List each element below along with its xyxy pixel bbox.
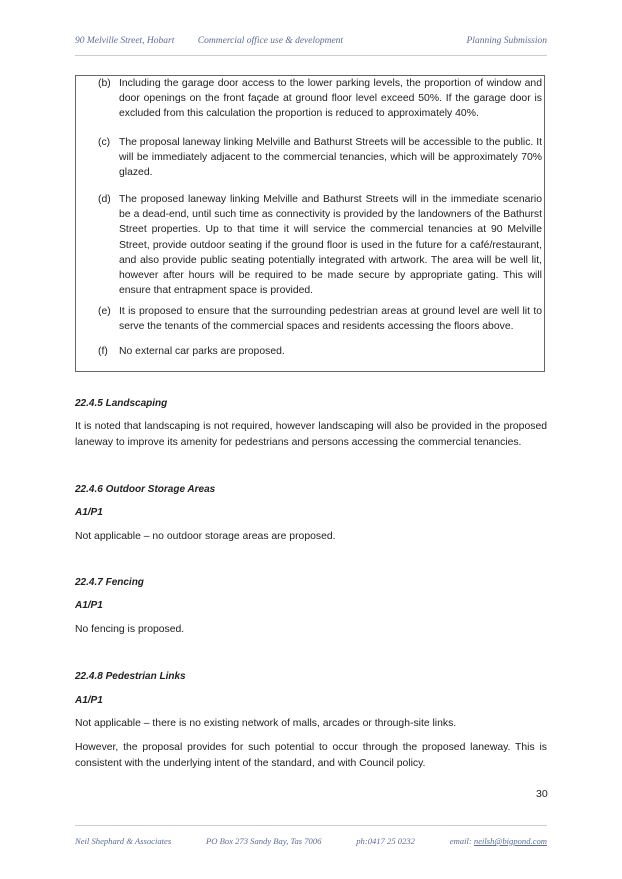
item-label: (f) (98, 346, 108, 357)
storage-subheading: A1/P1 (75, 507, 103, 518)
fencing-subheading: A1/P1 (75, 600, 103, 611)
pedestrian-text-2: However, the proposal provides for such potential to occur through the proposed laneway. This is consistent with the underlying intent of the standard, and with Council policy. (75, 742, 547, 769)
footer-company: Neil Shephard & Associates (75, 836, 172, 846)
page-header (75, 36, 547, 56)
header-address: 90 Melville Street, Hobart (75, 36, 175, 46)
item-label: (d) (98, 194, 111, 205)
item-text: The proposed laneway linking Melville and Bathurst Streets will in the immediate scenario be a dead-end, until such time as connectivity is provided by the landowners of the Bathurst Street properties. Up to that time it will service the commercial tenancies at 90 Melville Street, provide outdoor seating if the ground floor is used in the future for a café/restaurant, and also provide public seating potentially integrated with artwork. The area will be well lit, however after hours will be required to be made secure by appropriate gating. This will ensure that entrapment space is provided. (119, 194, 542, 297)
section-heading-landscaping: 22.4.5 Landscaping (75, 398, 168, 409)
list-item (98, 135, 542, 181)
pedestrian-subheading: A1/P1 (75, 695, 103, 706)
item-label: (e) (98, 306, 111, 317)
item-text: Including the garage door access to the lower parking levels, the proportion of window and door openings on the front façade at ground floor level exceed 50%. If the garage door is excluded from this calculation the proportion is reduced to approximately 40%. (119, 78, 542, 120)
section-heading-storage: 22.4.6 Outdoor Storage Areas (75, 484, 216, 495)
header-doc-type: Planning Submission (466, 36, 547, 46)
item-text: It is proposed to ensure that the surrounding pedestrian areas at ground level are well lit to serve the tenants of the commercial spaces and residents accessing the floors above. (119, 306, 542, 333)
item-text: No external car parks are proposed. (119, 346, 285, 357)
fencing-text: No fencing is proposed. (75, 624, 185, 635)
header-project: Commercial office use & development (197, 36, 344, 46)
storage-text: Not applicable – no outdoor storage areas are proposed. (75, 531, 336, 542)
footer-address: PO Box 273 Sandy Bay, Tas 7006 (206, 836, 322, 846)
list-item (98, 76, 542, 122)
list-item (98, 192, 542, 298)
footer-email-link[interactable]: neilsh@bigpond.com (473, 836, 547, 846)
list-item (98, 344, 542, 359)
footer-email-group (450, 836, 547, 846)
page-number: 30 (536, 788, 548, 800)
footer-phone: ph:0417 25 0232 (356, 836, 415, 846)
page-footer (75, 825, 547, 846)
landscaping-text: It is noted that landscaping is not required, however landscaping will also be provided in the proposed laneway to improve its amenity for pedestrians and persons accessing the commercial tenancies. (75, 421, 547, 448)
item-label: (c) (98, 137, 111, 148)
criteria-box (75, 75, 545, 372)
item-text: The proposal laneway linking Melville and Bathurst Streets will be accessible to the public. It will be immediately adjacent to the commercial tenancies, which will be approximately 70% glazed. (119, 137, 542, 179)
item-label: (b) (98, 78, 111, 89)
section-heading-pedestrian: 22.4.8 Pedestrian Links (75, 671, 186, 682)
section-heading-fencing: 22.4.7 Fencing (75, 577, 144, 588)
list-item (98, 304, 542, 334)
footer-email-label: email: (449, 836, 472, 846)
pedestrian-text-1: Not applicable – there is no existing network of malls, arcades or through-site links. (75, 718, 457, 729)
